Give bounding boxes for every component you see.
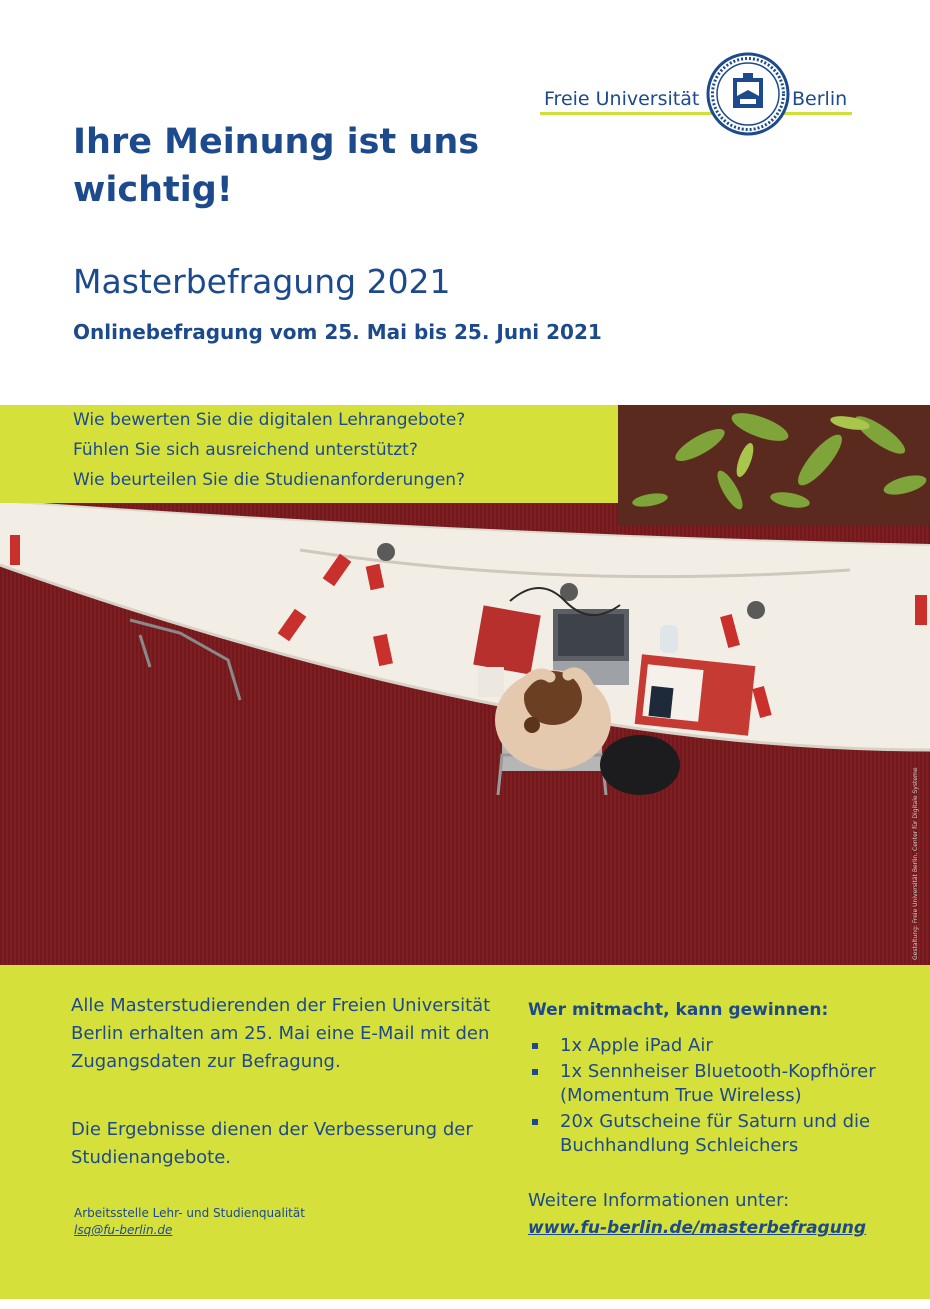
prize-label: 20x Gutscheine für Saturn und die Buchhandlung Schleichers [560,1111,871,1156]
university-seal-icon [706,52,790,136]
square-bullet-icon [532,1069,538,1075]
square-bullet-icon [532,1043,538,1049]
results-text: Die Ergebnisse dienen der Verbesserung der Studienangebote. [71,1119,473,1168]
prize-label: 1x Sennheiser Bluetooth-Kopfhörer (Momentum True Wireless) [560,1061,876,1106]
prize-item [528,1060,918,1108]
headline: Ihre Meinung ist uns wichtig! [73,122,480,210]
more-info-label: Weitere Informationen unter: [528,1190,790,1211]
prize-item [528,1034,918,1058]
university-logo [540,52,852,142]
survey-title: Masterbefragung 2021 [73,262,451,301]
contact-organization: Arbeitsstelle Lehr- und Studienqualität [74,1206,305,1220]
intro-text: Alle Masterstudierenden der Freien Universität Berlin erhalten am 25. Mai eine E-Mail mit den Zugangsdaten zur Befragung. [71,995,491,1072]
question-requirements: Wie beurteilen Sie die Studienanforderungen? [73,470,466,490]
logo-underline [540,112,852,115]
logo-text-right: Berlin [792,88,848,110]
survey-dates: Onlinebefragung vom 25. Mai bis 25. Juni 2021 [73,320,602,344]
question-support: Fühlen Sie sich ausreichend unterstützt? [73,440,418,460]
survey-url-link[interactable]: www.fu-berlin.de/masterbefragung [528,1218,867,1238]
logo-text-left: Freie Universität [544,88,700,110]
prizes-title: Wer mitmacht, kann gewinnen: [528,1000,829,1020]
question-digital-teaching: Wie bewerten Sie die digitalen Lehrangebote? [73,410,466,430]
prize-label: 1x Apple iPad Air [560,1035,713,1056]
design-credit: Gestaltung: Freie Universität Berlin, Center für Digitale Systeme [912,767,919,960]
square-bullet-icon [532,1119,538,1125]
prize-list [528,1034,918,1160]
prize-item [528,1110,918,1158]
contact-email-link[interactable]: lsq@fu-berlin.de [74,1223,173,1237]
